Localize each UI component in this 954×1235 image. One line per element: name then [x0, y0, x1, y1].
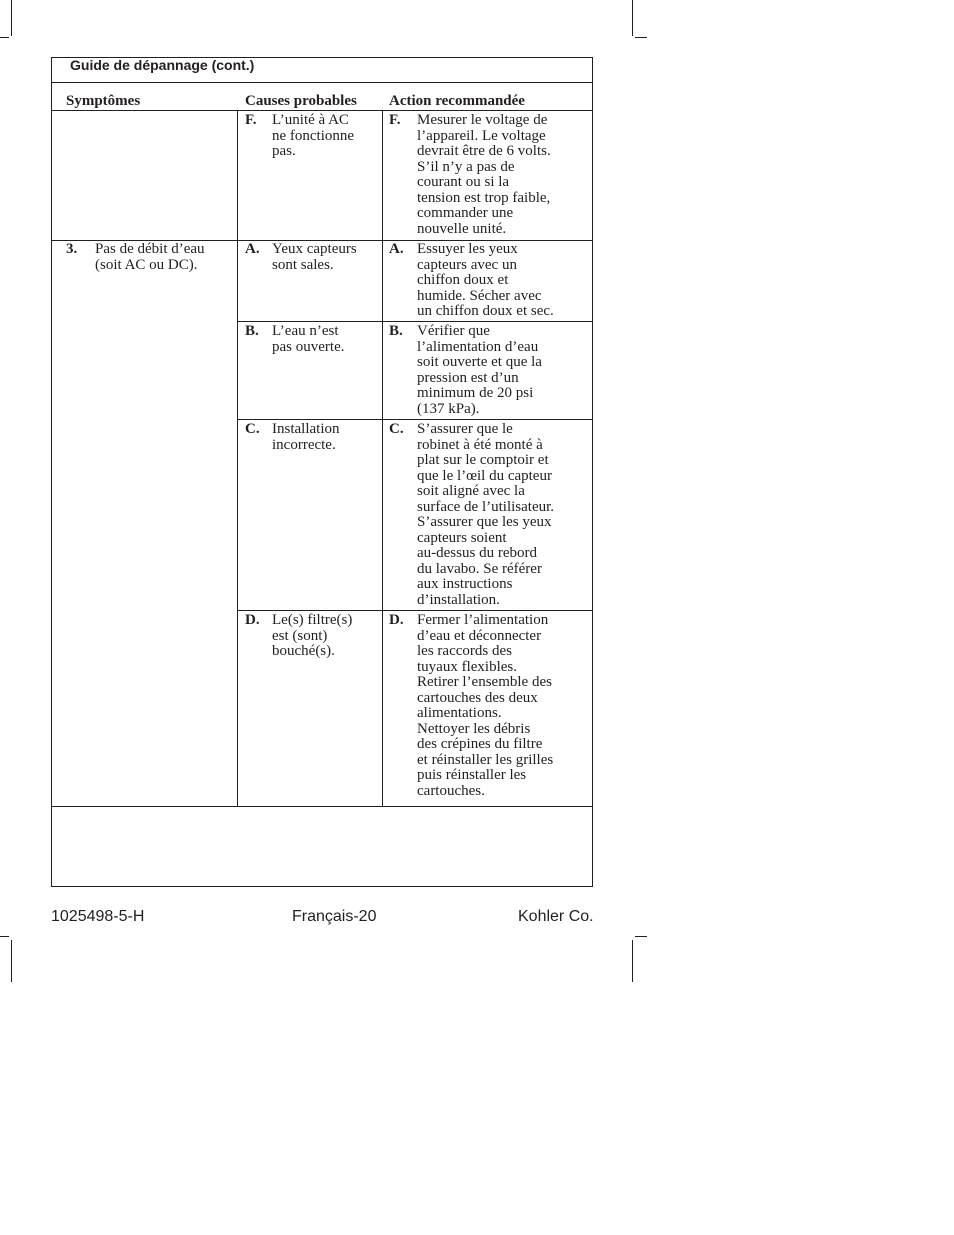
- action-label: A.: [389, 241, 404, 257]
- crop-mark: [0, 936, 9, 937]
- action-text: Fermer l’alimentation d’eau et déconnecter les raccords des tuyaux flexibles. Retirer l’ensemble des cartouches des deux alimentations. Nettoyer les débris des crépines du filtre et réinstaller les grilles puis réinstaller les cartouches.: [417, 612, 554, 799]
- company-name: Kohler Co.: [518, 908, 594, 925]
- cause-label: F.: [245, 112, 257, 128]
- symptom-label: 3.: [66, 241, 78, 257]
- page-number: Français-20: [292, 908, 377, 925]
- header-actions: Action recommandée: [389, 93, 525, 109]
- header-symptoms: Symptômes: [66, 93, 141, 109]
- cause-label: A.: [245, 241, 260, 257]
- doc-number: 1025498-5-H: [51, 908, 145, 925]
- cause-label: C.: [245, 421, 260, 437]
- action-text: Mesurer le voltage de l’appareil. Le voltage devrait être de 6 volts. S’il n’y a pas de courant ou si la tension est trop faible, commander une nouvelle unité.: [417, 112, 551, 237]
- rule: [52, 82, 592, 83]
- crop-mark: [635, 936, 647, 937]
- rule: [237, 419, 592, 420]
- crop-mark: [632, 940, 633, 982]
- rule: [52, 806, 592, 807]
- cause-label: D.: [245, 612, 260, 628]
- rule: [382, 110, 383, 807]
- action-label: B.: [389, 323, 403, 339]
- cause-text: L’unité à AC ne fonctionne pas.: [272, 112, 355, 159]
- rule: [237, 610, 592, 611]
- cause-text: Yeux capteurs sont sales.: [272, 241, 357, 273]
- action-text: Vérifier que l’alimentation d’eau soit ouverte et que la pression est d’un minimum de 20 psi (137 kPa).: [417, 323, 542, 417]
- cause-text: Le(s) filtre(s) est (sont) bouché(s).: [272, 612, 353, 659]
- rule: [52, 110, 592, 111]
- table-title: Guide de dépannage (cont.): [70, 57, 255, 73]
- troubleshooting-table: [51, 57, 593, 887]
- action-text: Essuyer les yeux capteurs avec un chiffon doux et humide. Sécher avec un chiffon doux et sec.: [417, 241, 554, 319]
- crop-mark: [0, 37, 9, 38]
- rule: [237, 321, 592, 322]
- rule: [237, 110, 238, 807]
- crop-mark: [11, 940, 12, 982]
- symptom-text: Pas de débit d’eau (soit AC ou DC).: [95, 241, 205, 273]
- header-causes: Causes probables: [245, 93, 357, 109]
- cause-label: B.: [245, 323, 259, 339]
- cause-text: L’eau n’est pas ouverte.: [272, 323, 345, 355]
- action-label: D.: [389, 612, 404, 628]
- crop-mark: [635, 37, 647, 38]
- action-label: C.: [389, 421, 404, 437]
- crop-mark: [11, 0, 12, 36]
- cause-text: Installation incorrecte.: [272, 421, 340, 453]
- crop-mark: [632, 0, 633, 36]
- action-label: F.: [389, 112, 401, 128]
- action-text: S’assurer que le robinet à été monté à plat sur le comptoir et que le l’œil du capteur soit aligné avec la surface de l’utilisateur. S’assurer que les yeux capteurs soient au-dessus du rebord du lavabo. Se référer aux instructions d’installation.: [417, 421, 555, 608]
